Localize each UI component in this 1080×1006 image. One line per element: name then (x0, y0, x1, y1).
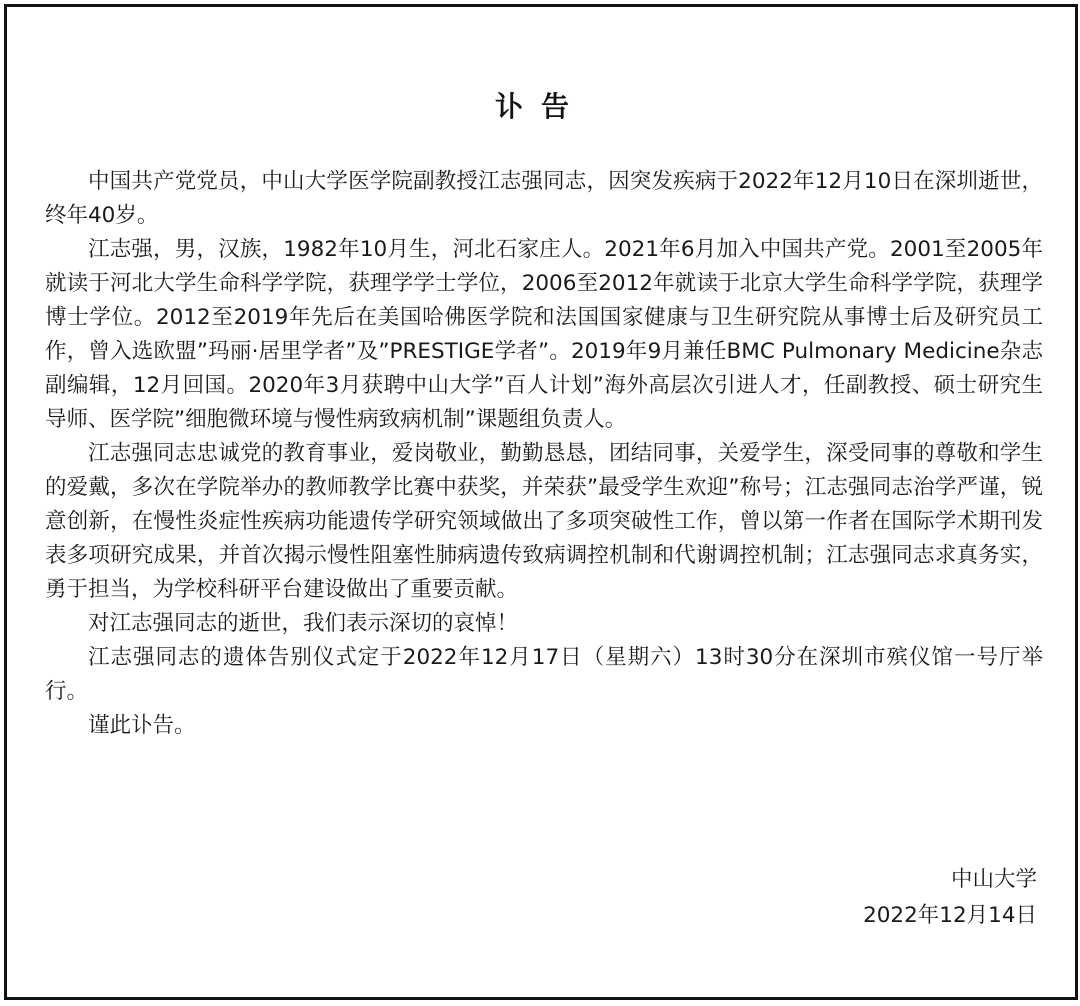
notice-title: 讣告 (494, 90, 587, 123)
paragraph-condolence: 对江志强同志的逝世，我们表示深切的哀悼！ (88, 611, 519, 636)
signature-date: 2022年12月14日 (863, 903, 1037, 928)
paragraph-death-notice: 中国共产党党员，中山大学医学院副教授江志强同志，因突发疾病于2022年12月10日在深圳逝世，终年40岁。 (45, 169, 1043, 228)
signature-block (863, 862, 1037, 934)
paragraph-biography: 江志强，男，汉族，1982年10月生，河北石家庄人。2021年6月加入中国共产党。2001至2005年就读于河北大学生命科学学院，获理学学士学位，2006至2012年就读于北京大学生命科学学院，获理学博士学位。2012至2019年先后在美国哈佛医学院和法国国家健康与卫生研究院从事博士后及研究员工作，曾入选欧盟”玛丽·居里学者”及”PRESTIGE学者”。2019年9月兼任BMC Pulmonary Medicine杂志副编辑，12月回国。2020年3月获聘中山大学”百人计划”海外高层次引进人才，任副教授、硕士研究生导师、医学院”细胞微环境与慢性病致病机制”课题组负责人。 (45, 237, 1043, 432)
notice-body (45, 165, 1043, 743)
notice-frame (4, 4, 1078, 1000)
paragraph-farewell-ceremony: 江志强同志的遗体告别仪式定于2022年12月17日（星期六）13时30分在深圳市殡仪馆一号厅举行。 (45, 645, 1043, 704)
paragraph-closing: 谨此讣告。 (88, 713, 196, 738)
signature-organization: 中山大学 (950, 867, 1037, 892)
paragraph-contributions: 江志强同志忠诚党的教育事业，爱岗敬业，勤勤恳恳，团结同事，关爱学生，深受同事的尊敬和学生的爱戴，多次在学院举办的教师教学比赛中获奖，并荣获”最受学生欢迎”称号；江志强同志治学严谨，锐意创新，在慢性炎症性疾病功能遗传学研究领域做出了多项突破性工作，曾以第一作者在国际学术期刊发表多项研究成果，并首次揭示慢性阻塞性肺病遗传致病调控机制和代谢调控机制；江志强同志求真务实，勇于担当，为学校科研平台建设做出了重要贡献。 (45, 441, 1043, 602)
